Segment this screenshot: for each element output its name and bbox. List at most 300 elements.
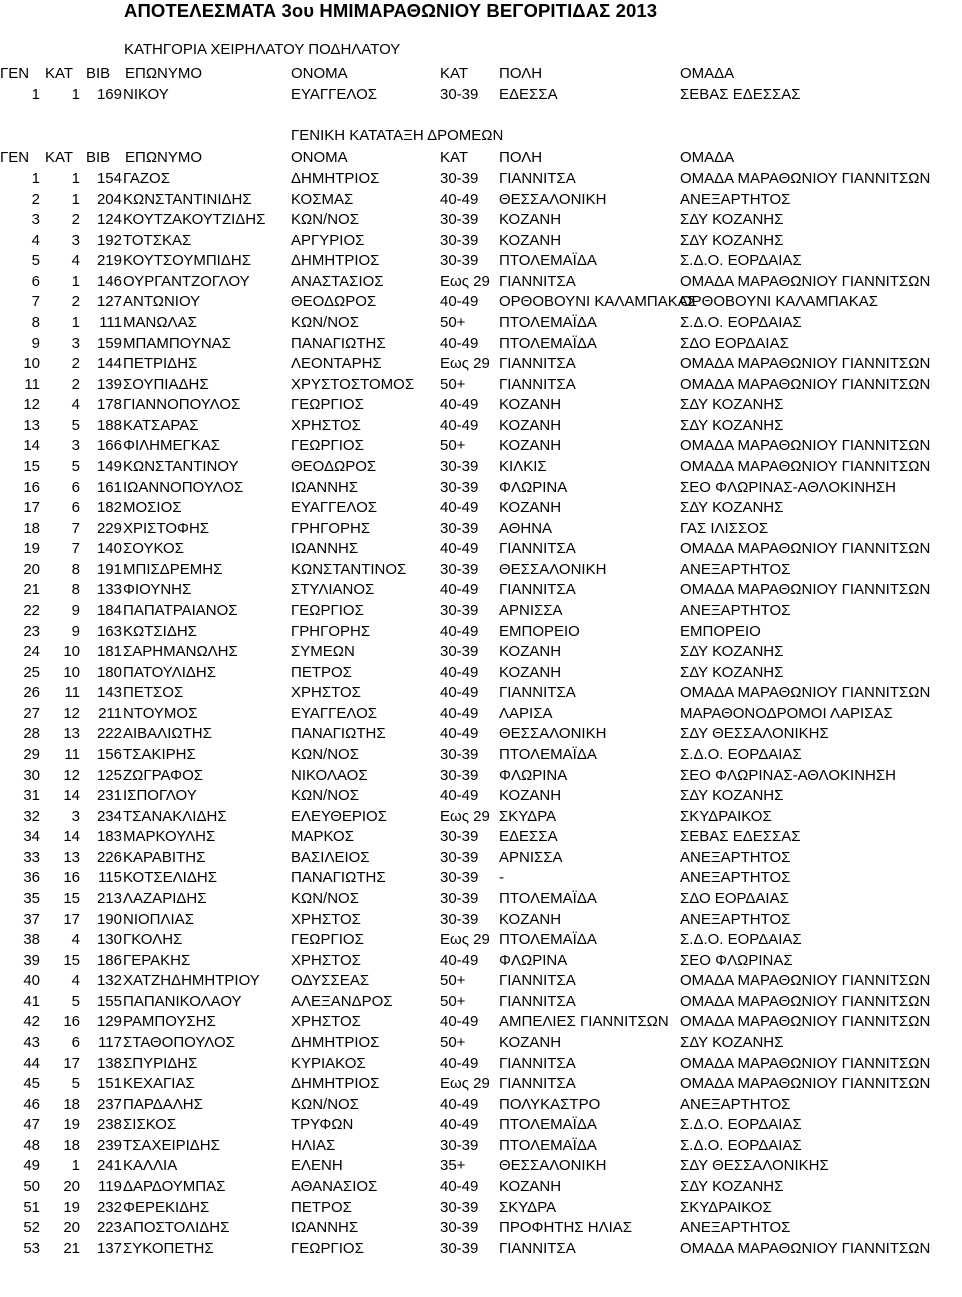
surname: ΚΑΤΣΑΡΑΣ — [123, 416, 199, 434]
overall-rank: 5 — [31, 252, 40, 270]
age-category: 40-49 — [440, 951, 479, 969]
age-category: 30-39 — [440, 848, 479, 866]
overall-rank: 9 — [31, 334, 40, 352]
overall-rank: 31 — [23, 787, 40, 805]
surname: ΣΠΥΡΙΔΗΣ — [123, 1054, 198, 1072]
bib-number: 211 — [98, 704, 122, 722]
age-category: 40-49 — [440, 293, 479, 311]
team: ΟΜΑΔΑ ΜΑΡΑΘΩΝΙΟΥ ΓΙΑΝΝΙΤΣΩΝ — [680, 437, 931, 455]
age-category: 40-49 — [440, 725, 479, 743]
team: ΣΔΥ ΚΟΖΑΝΗΣ — [680, 231, 784, 249]
header-bib: BIB — [86, 149, 111, 166]
category-rank: 1 — [71, 272, 80, 290]
first-name: ΓΕΩΡΓΙΟΣ — [291, 437, 364, 455]
city: ΣΚΥΔΡΑ — [499, 1198, 557, 1216]
team: ΟΡΘΟΒΟΥΝΙ ΚΑΛΑΜΠΑΚΑΣ — [680, 293, 879, 311]
city: ΓΙΑΝΝΙΤΣΑ — [499, 355, 576, 373]
overall-rank: 13 — [23, 416, 40, 434]
team: ΑΝΕΞΑΡΤΗΤΟΣ — [680, 1095, 791, 1113]
bib-number: 159 — [96, 334, 122, 352]
overall-rank: 45 — [23, 1075, 40, 1093]
page-title: ΑΠΟΤΕΛΕΣΜΑΤΑ 3ου ΗΜΙΜΑΡΑΘΩΝΙΟΥ ΒΕΓΟΡΙΤΙΔΑΣ 2013 — [124, 0, 658, 21]
overall-rank: 34 — [23, 828, 40, 846]
surname: ΚΩΝΣΤΑΝΤΙΝΙΔΗΣ — [123, 190, 252, 208]
overall-rank: 39 — [23, 951, 40, 969]
city: ΚΙΛΚΙΣ — [499, 457, 547, 475]
category-rank: 14 — [63, 787, 80, 805]
table-row — [0, 1074, 960, 1095]
team: ΣΔΥ ΘΕΣΣΑΛΟΝΙΚΗΣ — [680, 1157, 829, 1175]
age-category: 50+ — [440, 992, 466, 1010]
surname: ΠΑΠΑΤΡΑΙΑΝΟΣ — [123, 601, 238, 619]
first-name: ΕΥΑΓΓΕΛΟΣ — [291, 704, 378, 722]
team: ΟΜΑΔΑ ΜΑΡΑΘΩΝΙΟΥ ΓΙΑΝΝΙΤΣΩΝ — [680, 272, 931, 290]
first-name: ΙΩΑΝΝΗΣ — [291, 478, 359, 496]
category-rank: 11 — [64, 684, 80, 702]
team: ΟΜΑΔΑ ΜΑΡΑΘΩΝΙΟΥ ΓΙΑΝΝΙΤΣΩΝ — [680, 684, 931, 702]
bib-number: 137 — [96, 1239, 122, 1257]
bib-number: 231 — [96, 787, 122, 805]
overall-rank: 28 — [23, 725, 40, 743]
bib-number: 229 — [96, 519, 122, 537]
age-category: 30-39 — [440, 643, 479, 661]
runners-header-row — [0, 148, 960, 169]
age-category: 40-49 — [440, 787, 479, 805]
overall-rank: 1 — [31, 170, 40, 187]
header-surname: ΕΠΩΝΥΜΟ — [125, 65, 203, 82]
first-name: ΓΕΩΡΓΙΟΣ — [291, 1239, 364, 1257]
first-name: ΕΛΕΝΗ — [291, 1157, 343, 1175]
age-category: 40-49 — [440, 190, 479, 208]
age-category: 40-49 — [440, 499, 479, 517]
category-rank: 18 — [63, 1136, 80, 1154]
age-category: 50+ — [440, 313, 466, 331]
bib-number: 166 — [96, 437, 122, 455]
table-row — [0, 1054, 960, 1075]
age-category: 30-39 — [440, 1198, 479, 1216]
city: ΕΔΕΣΣΑ — [499, 828, 558, 846]
table-row — [0, 642, 960, 663]
category-rank: 4 — [71, 931, 80, 949]
table-row — [0, 231, 960, 252]
category-rank: 17 — [63, 910, 80, 928]
table-row — [0, 971, 960, 992]
city: ΚΟΖΑΝΗ — [499, 396, 562, 414]
surname: ΓΙΑΝΝΟΠΟΥΛΟΣ — [123, 396, 241, 414]
bib-number: 223 — [96, 1219, 122, 1237]
table-row — [0, 375, 960, 396]
age-category: 40-49 — [440, 622, 479, 640]
surname: ΝΙΟΠΛΙΑΣ — [123, 910, 194, 928]
category-rank: 9 — [71, 601, 80, 619]
city: ΚΟΖΑΝΗ — [499, 231, 562, 249]
first-name: ΤΡΥΦΩΝ — [291, 1116, 354, 1134]
age-category: 30-39 — [440, 560, 479, 578]
first-name: ΑΝΑΣΤΑΣΙΟΣ — [291, 272, 384, 290]
surname: ΙΣΠΟΓΛΟΥ — [123, 787, 197, 805]
header-city: ΠΟΛΗ — [499, 65, 543, 82]
category-rank: 3 — [71, 437, 80, 455]
team: ΣΔΥ ΚΟΖΑΝΗΣ — [680, 643, 784, 661]
table-row — [0, 622, 960, 643]
surname: ΡΑΜΠΟΥΣΗΣ — [123, 1013, 216, 1031]
surname: ΣΤΑΘΟΠΟΥΛΟΣ — [123, 1033, 235, 1051]
team: ΟΜΑΔΑ ΜΑΡΑΘΩΝΙΟΥ ΓΙΑΝΝΙΤΣΩΝ — [680, 992, 931, 1010]
overall-rank: 25 — [23, 663, 40, 681]
bib-number: 151 — [96, 1075, 122, 1093]
age-category: 40-49 — [440, 581, 479, 599]
table-row — [0, 190, 960, 211]
team: ΣΚΥΔΡΑΙΚΟΣ — [680, 807, 772, 825]
category-rank: 15 — [63, 951, 80, 969]
table-row — [0, 683, 960, 704]
header-name: ΟΝΟΜΑ — [291, 65, 348, 82]
category-rank: 20 — [63, 1219, 80, 1237]
overall-rank: 10 — [23, 355, 40, 373]
table-row — [0, 416, 960, 437]
overall-rank: 43 — [23, 1033, 40, 1051]
city: ΑΜΠΕΛΙΕΣ ΓΙΑΝΝΙΤΣΩΝ — [499, 1013, 669, 1031]
category-rank: 5 — [71, 1075, 80, 1093]
first-name: ΕΥΑΓΓΕΛΟΣ — [291, 499, 378, 517]
team: ΣΔΥ ΚΟΖΑΝΗΣ — [680, 1033, 784, 1051]
category-rank: 2 — [71, 211, 80, 229]
age-category: 30-39 — [440, 252, 479, 270]
surname: ΚΑΡΑΒΙΤΗΣ — [123, 848, 206, 866]
age-category: Εως 29 — [440, 272, 490, 290]
category-rank: 1 — [71, 1157, 80, 1175]
city: ΟΡΘΟΒΟΥΝΙ ΚΑΛΑΜΠΑΚΑΣ — [499, 293, 698, 311]
category-rank: 16 — [63, 869, 80, 887]
age-category: 40-49 — [440, 1054, 479, 1072]
first-name: ΧΡΗΣΤΟΣ — [291, 416, 361, 434]
table-row — [0, 1095, 960, 1116]
surname: ΓΕΡΑΚΗΣ — [123, 951, 191, 969]
header-team: ΟΜΑΔΑ — [680, 149, 735, 166]
table-row — [0, 601, 960, 622]
first-name: ΧΡΥΣΤΟΣΤΟΜΟΣ — [291, 375, 415, 393]
first-name: ΘΕΟΔΩΡΟΣ — [291, 457, 377, 475]
table-row — [0, 663, 960, 684]
city: ΕΜΠΟΡΕΙΟ — [499, 622, 580, 640]
category-rank: 4 — [71, 972, 80, 990]
header-gen: ΓΕΝ — [0, 149, 30, 166]
first-name: ΕΥΑΓΓΕΛΟΣ — [291, 86, 378, 103]
overall-rank: 17 — [23, 499, 40, 517]
city: ΠΤΟΛΕΜΑΪΔΑ — [499, 745, 597, 763]
table-row — [0, 1012, 960, 1033]
age-category: 30-39 — [440, 828, 479, 846]
category-rank: 21 — [63, 1239, 80, 1257]
category-rank: 8 — [71, 581, 80, 599]
overall-rank: 6 — [31, 272, 40, 290]
team: ΟΜΑΔΑ ΜΑΡΑΘΩΝΙΟΥ ΓΙΑΝΝΙΤΣΩΝ — [680, 1239, 931, 1257]
overall-rank: 47 — [23, 1116, 40, 1134]
age-category: 40-49 — [440, 704, 479, 722]
overall-rank: 30 — [23, 766, 40, 784]
bib-number: 130 — [96, 931, 122, 949]
first-name: ΚΩΝ/ΝΟΣ — [291, 1095, 359, 1113]
overall-rank: 41 — [23, 992, 40, 1010]
table-row — [0, 1177, 960, 1198]
city: ΓΙΑΝΝΙΤΣΑ — [499, 992, 576, 1010]
first-name: ΓΡΗΓΟΡΗΣ — [291, 622, 371, 640]
age-category: 50+ — [440, 1033, 466, 1051]
bib-number: 219 — [96, 252, 122, 270]
overall-rank: 38 — [23, 931, 40, 949]
team: Σ.Δ.Ο. ΕΟΡΔΑΙΑΣ — [680, 1116, 802, 1134]
city: - — [499, 869, 504, 887]
overall-rank: 49 — [23, 1157, 40, 1175]
team: ΑΝΕΞΑΡΤΗΤΟΣ — [680, 1219, 791, 1237]
bib-number: 213 — [96, 889, 122, 907]
first-name: ΠΕΤΡΟΣ — [291, 1198, 352, 1216]
handbike-header-row — [0, 64, 960, 85]
bib-number: 190 — [96, 910, 122, 928]
team: ΣΕΟ ΦΛΩΡΙΝΑΣ-ΑΘΛΟΚΙΝΗΣΗ — [680, 766, 896, 784]
category-rank: 20 — [63, 1177, 80, 1195]
bib-number: 149 — [96, 457, 122, 475]
first-name: ΕΛΕΥΘΕΡΙΟΣ — [291, 807, 387, 825]
team: Σ.Δ.Ο. ΕΟΡΔΑΙΑΣ — [680, 1136, 802, 1154]
city: ΠΟΛΥΚΑΣΤΡΟ — [499, 1095, 601, 1113]
bib-number: 204 — [96, 190, 122, 208]
table-row — [0, 910, 960, 931]
city: ΓΙΑΝΝΙΤΣΑ — [499, 581, 576, 599]
category-rank: 13 — [63, 848, 80, 866]
table-row — [0, 992, 960, 1013]
overall-rank: 29 — [23, 745, 40, 763]
age-category: 30-39 — [440, 519, 479, 537]
bib-number: 144 — [96, 355, 122, 373]
overall-rank: 36 — [23, 869, 40, 887]
team: ΣΕΒΑΣ ΕΔΕΣΣΑΣ — [680, 828, 801, 846]
table-row — [0, 539, 960, 560]
table-row — [0, 436, 960, 457]
age-category: 40-49 — [440, 416, 479, 434]
surname: ΣΙΣΚΟΣ — [123, 1116, 177, 1134]
team: ΟΜΑΔΑ ΜΑΡΑΘΩΝΙΟΥ ΓΙΑΝΝΙΤΣΩΝ — [680, 1013, 931, 1031]
header-name: ΟΝΟΜΑ — [291, 149, 348, 166]
city: ΑΘΗΝΑ — [499, 519, 553, 537]
team: ΟΜΑΔΑ ΜΑΡΑΘΩΝΙΟΥ ΓΙΑΝΝΙΤΣΩΝ — [680, 457, 931, 475]
team: ΣΕΒΑΣ ΕΔΕΣΣΑΣ — [680, 86, 801, 103]
header-team: ΟΜΑΔΑ — [680, 65, 735, 82]
age-category: 50+ — [440, 375, 466, 393]
header-kat: ΚΑΤ — [45, 149, 74, 166]
surname: ΧΡΙΣΤΟΦΗΣ — [123, 519, 210, 537]
first-name: ΓΕΩΡΓΙΟΣ — [291, 601, 364, 619]
first-name: ΚΩΝ/ΝΟΣ — [291, 313, 359, 331]
bib-number: 140 — [96, 540, 122, 558]
team: ΑΝΕΞΑΡΤΗΤΟΣ — [680, 560, 791, 578]
bib-number: 161 — [96, 478, 122, 496]
table-row — [0, 519, 960, 540]
age-category: 30-39 — [440, 231, 479, 249]
surname: ΠΕΤΡΙΔΗΣ — [123, 355, 198, 373]
first-name: ΚΩΝΣΤΑΝΤΙΝΟΣ — [291, 560, 407, 578]
category-rank: 7 — [71, 519, 80, 537]
city: ΘΕΣΣΑΛΟΝΙΚΗ — [499, 190, 607, 208]
overall-rank: 48 — [23, 1136, 40, 1154]
city: ΚΟΖΑΝΗ — [499, 1177, 562, 1195]
header-kat: ΚΑΤ — [45, 65, 74, 82]
table-row — [0, 85, 960, 106]
header-age-cat: ΚΑΤ — [440, 65, 469, 82]
surname: ΜΑΡΚΟΥΛΗΣ — [123, 828, 216, 846]
category-rank: 5 — [71, 457, 80, 475]
team: ΣΔΟ ΕΟΡΔΑΙΑΣ — [680, 889, 789, 907]
first-name: ΣΥΜΕΩΝ — [291, 643, 355, 661]
age-category: Εως 29 — [440, 931, 490, 949]
city: ΠΤΟΛΕΜΑΪΔΑ — [499, 889, 597, 907]
category-rank: 3 — [71, 807, 80, 825]
category-rank: 5 — [71, 416, 80, 434]
table-row — [0, 580, 960, 601]
bib-number: 186 — [96, 951, 122, 969]
city: ΚΟΖΑΝΗ — [499, 437, 562, 455]
surname: ΝΙΚΟΥ — [123, 86, 169, 103]
age-category: 30-39 — [440, 889, 479, 907]
bib-number: 156 — [96, 745, 122, 763]
bib-number: 181 — [96, 643, 122, 661]
team: ΣΔΥ ΚΟΖΑΝΗΣ — [680, 211, 784, 229]
category-rank: 4 — [71, 396, 80, 414]
first-name: ΔΗΜΗΤΡΙΟΣ — [291, 170, 380, 187]
table-row — [0, 766, 960, 787]
bib-number: 178 — [96, 396, 122, 414]
bib-number: 154 — [96, 170, 122, 187]
surname: ΑΙΒΑΛΙΩΤΗΣ — [123, 725, 212, 743]
city: ΠΤΟΛΕΜΑΪΔΑ — [499, 1136, 597, 1154]
city: ΚΟΖΑΝΗ — [499, 499, 562, 517]
first-name: ΘΕΟΔΩΡΟΣ — [291, 293, 377, 311]
team: ΣΕΟ ΦΛΩΡΙΝΑΣ — [680, 951, 793, 969]
team: ΣΔΥ ΘΕΣΣΑΛΟΝΙΚΗΣ — [680, 725, 829, 743]
team: ΜΑΡΑΘΟΝΟΔΡΟΜΟΙ ΛΑΡΙΣΑΣ — [680, 704, 893, 722]
first-name: ΟΔΥΣΣΕΑΣ — [291, 972, 370, 990]
surname: ΤΟΤΣΚΑΣ — [123, 231, 192, 249]
age-category: Εως 29 — [440, 1075, 490, 1093]
bib-number: 238 — [96, 1116, 122, 1134]
overall-rank: 24 — [23, 643, 40, 661]
surname: ΚΟΥΤΣΟΥΜΠΙΔΗΣ — [123, 252, 251, 270]
bib-number: 192 — [96, 231, 122, 249]
header-surname: ΕΠΩΝΥΜΟ — [125, 149, 203, 166]
surname: ΠΑΠΑΝΙΚΟΛΑΟΥ — [123, 992, 242, 1010]
team: Σ.Δ.Ο. ΕΟΡΔΑΙΑΣ — [680, 252, 802, 270]
header-gen: ΓΕΝ — [0, 65, 30, 82]
surname: ΜΟΣΙΟΣ — [123, 499, 182, 517]
age-category: 40-49 — [440, 684, 479, 702]
first-name: ΚΩΝ/ΝΟΣ — [291, 787, 359, 805]
overall-rank: 16 — [23, 478, 40, 496]
category-rank: 3 — [71, 334, 80, 352]
overall-rank: 12 — [23, 396, 40, 414]
overall-rank: 50 — [23, 1177, 40, 1195]
category-rank: 13 — [63, 725, 80, 743]
first-name: ΣΤΥΛΙΑΝΟΣ — [291, 581, 375, 599]
first-name: ΝΙΚΟΛΑΟΣ — [291, 766, 368, 784]
bib-number: 184 — [96, 601, 122, 619]
bib-number: 138 — [96, 1054, 122, 1072]
bib-number: 143 — [96, 684, 122, 702]
overall-rank: 8 — [31, 313, 40, 331]
bib-number: 232 — [96, 1198, 122, 1216]
overall-rank: 2 — [31, 190, 40, 208]
team: ΣΔΥ ΚΟΖΑΝΗΣ — [680, 787, 784, 805]
surname: ΦΕΡΕΚΙΔΗΣ — [123, 1198, 210, 1216]
bib-number: 132 — [96, 972, 122, 990]
bib-number: 115 — [98, 869, 122, 887]
city: ΦΛΩΡΙΝΑ — [499, 478, 568, 496]
city: ΛΑΡΙΣΑ — [499, 704, 553, 722]
category-rank: 2 — [71, 293, 80, 311]
first-name: ΑΛΕΞΑΝΔΡΟΣ — [291, 992, 393, 1010]
first-name: ΔΗΜΗΤΡΙΟΣ — [291, 1075, 380, 1093]
bib-number: 125 — [96, 766, 122, 784]
city: ΓΙΑΝΝΙΤΣΑ — [499, 684, 576, 702]
city: ΕΔΕΣΣΑ — [499, 86, 558, 103]
team: ΣΔΥ ΚΟΖΑΝΗΣ — [680, 663, 784, 681]
table-row — [0, 478, 960, 499]
overall-rank: 14 — [23, 437, 40, 455]
surname: ΓΑΖΟΣ — [123, 170, 170, 187]
surname: ΛΑΖΑΡΙΔΗΣ — [123, 889, 207, 907]
surname: ΣΥΚΟΠΕΤΗΣ — [123, 1239, 214, 1257]
category-rank: 10 — [63, 643, 80, 661]
age-category: 50+ — [440, 972, 466, 990]
age-category: Εως 29 — [440, 807, 490, 825]
table-row — [0, 334, 960, 355]
overall-rank: 26 — [23, 684, 40, 702]
bib-number: 222 — [96, 725, 122, 743]
table-row — [0, 354, 960, 375]
table-row — [0, 724, 960, 745]
age-category: 40-49 — [440, 663, 479, 681]
surname: ΚΑΛΛΙΑ — [123, 1157, 178, 1175]
bib-number: 111 — [99, 313, 122, 331]
bib-number: 129 — [96, 1013, 122, 1031]
overall-rank: 40 — [23, 972, 40, 990]
table-row — [0, 292, 960, 313]
surname: ΠΑΡΔΑΛΗΣ — [123, 1095, 203, 1113]
age-category: 30-39 — [440, 1136, 479, 1154]
category-rank: 2 — [71, 375, 80, 393]
table-row — [0, 560, 960, 581]
overall-rank: 7 — [31, 293, 40, 311]
surname: ΟΥΡΓΑΝΤΖΟΓΛΟΥ — [123, 272, 250, 290]
team: ΣΔΟ ΕΟΡΔΑΙΑΣ — [680, 334, 789, 352]
overall-rank: 4 — [31, 231, 40, 249]
table-row — [0, 848, 960, 869]
age-category: Εως 29 — [440, 355, 490, 373]
age-category: 40-49 — [440, 396, 479, 414]
surname: ΜΑΝΩΛΑΣ — [123, 313, 197, 331]
overall-rank: 18 — [23, 519, 40, 537]
table-row — [0, 1198, 960, 1219]
age-category: 35+ — [440, 1157, 466, 1175]
team: Σ.Δ.Ο. ΕΟΡΔΑΙΑΣ — [680, 745, 802, 763]
city: ΠΤΟΛΕΜΑΪΔΑ — [499, 252, 597, 270]
city: ΓΙΑΝΝΙΤΣΑ — [499, 1239, 576, 1257]
first-name: ΚΩΝ/ΝΟΣ — [291, 889, 359, 907]
surname: ΜΠΙΣΔΡΕΜΗΣ — [123, 560, 223, 578]
table-row — [0, 827, 960, 848]
team: ΟΜΑΔΑ ΜΑΡΑΘΩΝΙΟΥ ΓΙΑΝΝΙΤΣΩΝ — [680, 1075, 931, 1093]
overall-rank: 32 — [23, 807, 40, 825]
city: ΚΟΖΑΝΗ — [499, 787, 562, 805]
